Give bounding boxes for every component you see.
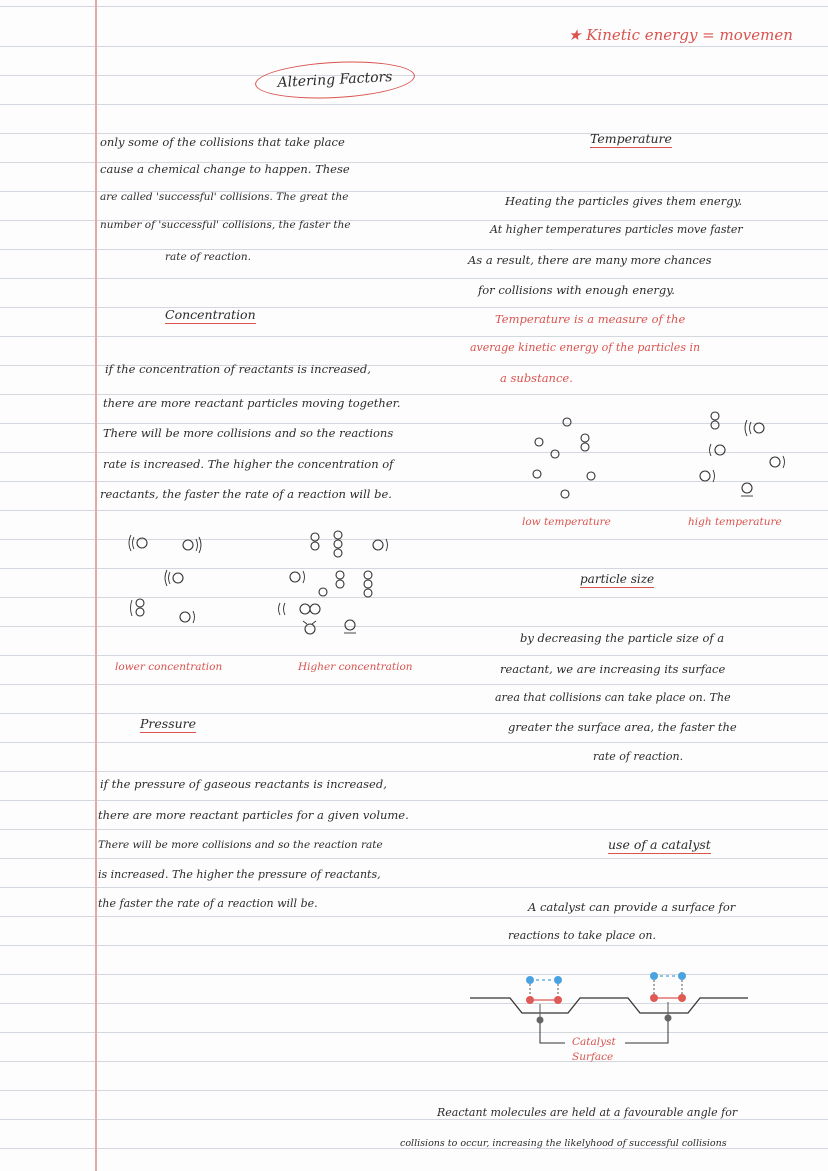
low-concentration-label: lower concentration <box>115 661 223 673</box>
catalyst-line: A catalyst can provide a surface for <box>528 900 736 914</box>
particle-size-line: greater the surface area, the faster the <box>508 720 737 734</box>
low-temperature-particles <box>533 418 595 498</box>
catalyst-footer-line: Reactant molecules are held at a favourable angle for <box>437 1106 738 1119</box>
intro-line: rate of reaction. <box>165 251 251 263</box>
temperature-heading: Temperature <box>590 131 672 146</box>
molecule-left <box>526 976 562 1024</box>
pressure-line: There will be more collisions and so the reaction rate <box>98 839 383 851</box>
particle-size-line: by decreasing the particle size of a <box>520 631 725 645</box>
intro-line: are called 'successful' collisions. The great the <box>100 191 349 203</box>
particle-size-line: rate of reaction. <box>593 750 684 763</box>
particle-size-line: area that collisions can take place on. The <box>495 691 731 704</box>
concentration-line: if the concentration of reactants is increased, <box>105 362 371 376</box>
catalyst-line: reactions to take place on. <box>508 929 656 942</box>
particle-size-line: reactant, we are increasing its surface <box>500 662 726 676</box>
high-concentration-label: Higher concentration <box>298 661 413 673</box>
temperature-line: As a result, there are many more chances <box>468 253 712 267</box>
low-concentration-particles <box>129 535 201 623</box>
intro-line: only some of the collisions that take place <box>100 135 345 149</box>
temperature-red-line: average kinetic energy of the particles in <box>470 341 701 354</box>
temperature-red-line: Temperature is a measure of the <box>495 312 686 326</box>
pressure-line: the faster the rate of a reaction will be. <box>98 897 318 910</box>
temperature-diagram <box>525 410 815 505</box>
high-temperature-label: high temperature <box>688 516 782 528</box>
molecule-right <box>650 972 686 1022</box>
intro-line: number of 'successful' collisions, the faster the <box>100 219 351 231</box>
high-temperature-particles <box>700 412 785 496</box>
catalyst-footer-line: collisions to occur, increasing the likelyhood of successful collisions <box>400 1138 727 1149</box>
pressure-heading: Pressure <box>140 716 197 731</box>
pressure-line: is increased. The higher the pressure of reactants, <box>98 868 381 881</box>
concentration-line: reactants, the faster the rate of a reaction will be. <box>100 487 392 501</box>
kinetic-energy-note: ★ Kinetic energy = movemen <box>568 26 793 44</box>
high-concentration-particles <box>279 531 388 634</box>
catalyst-heading: use of a catalyst <box>608 837 711 852</box>
catalyst-surface-label: Surface <box>572 1051 614 1063</box>
pressure-line: if the pressure of gaseous reactants is increased, <box>100 777 387 791</box>
concentration-diagram <box>110 525 410 640</box>
low-temperature-label: low temperature <box>522 516 611 528</box>
temperature-line: At higher temperatures particles move faster <box>490 223 743 236</box>
temperature-line: for collisions with enough energy. <box>478 283 675 297</box>
catalyst-label: Catalyst <box>572 1036 616 1048</box>
temperature-line: Heating the particles gives them energy. <box>505 194 743 208</box>
page-title: Altering Factors <box>254 58 416 102</box>
temperature-red-line: a substance. <box>500 371 573 385</box>
concentration-line: there are more reactant particles moving together. <box>103 396 401 410</box>
concentration-line: rate is increased. The higher the concentration of <box>103 457 394 471</box>
concentration-heading: Concentration <box>165 307 256 322</box>
concentration-line: There will be more collisions and so the reactions <box>103 426 394 440</box>
margin-line <box>95 0 97 1171</box>
particle-size-heading: particle size <box>580 572 655 586</box>
pressure-line: there are more reactant particles for a given volume. <box>98 808 409 822</box>
intro-line: cause a chemical change to happen. These <box>100 162 350 176</box>
